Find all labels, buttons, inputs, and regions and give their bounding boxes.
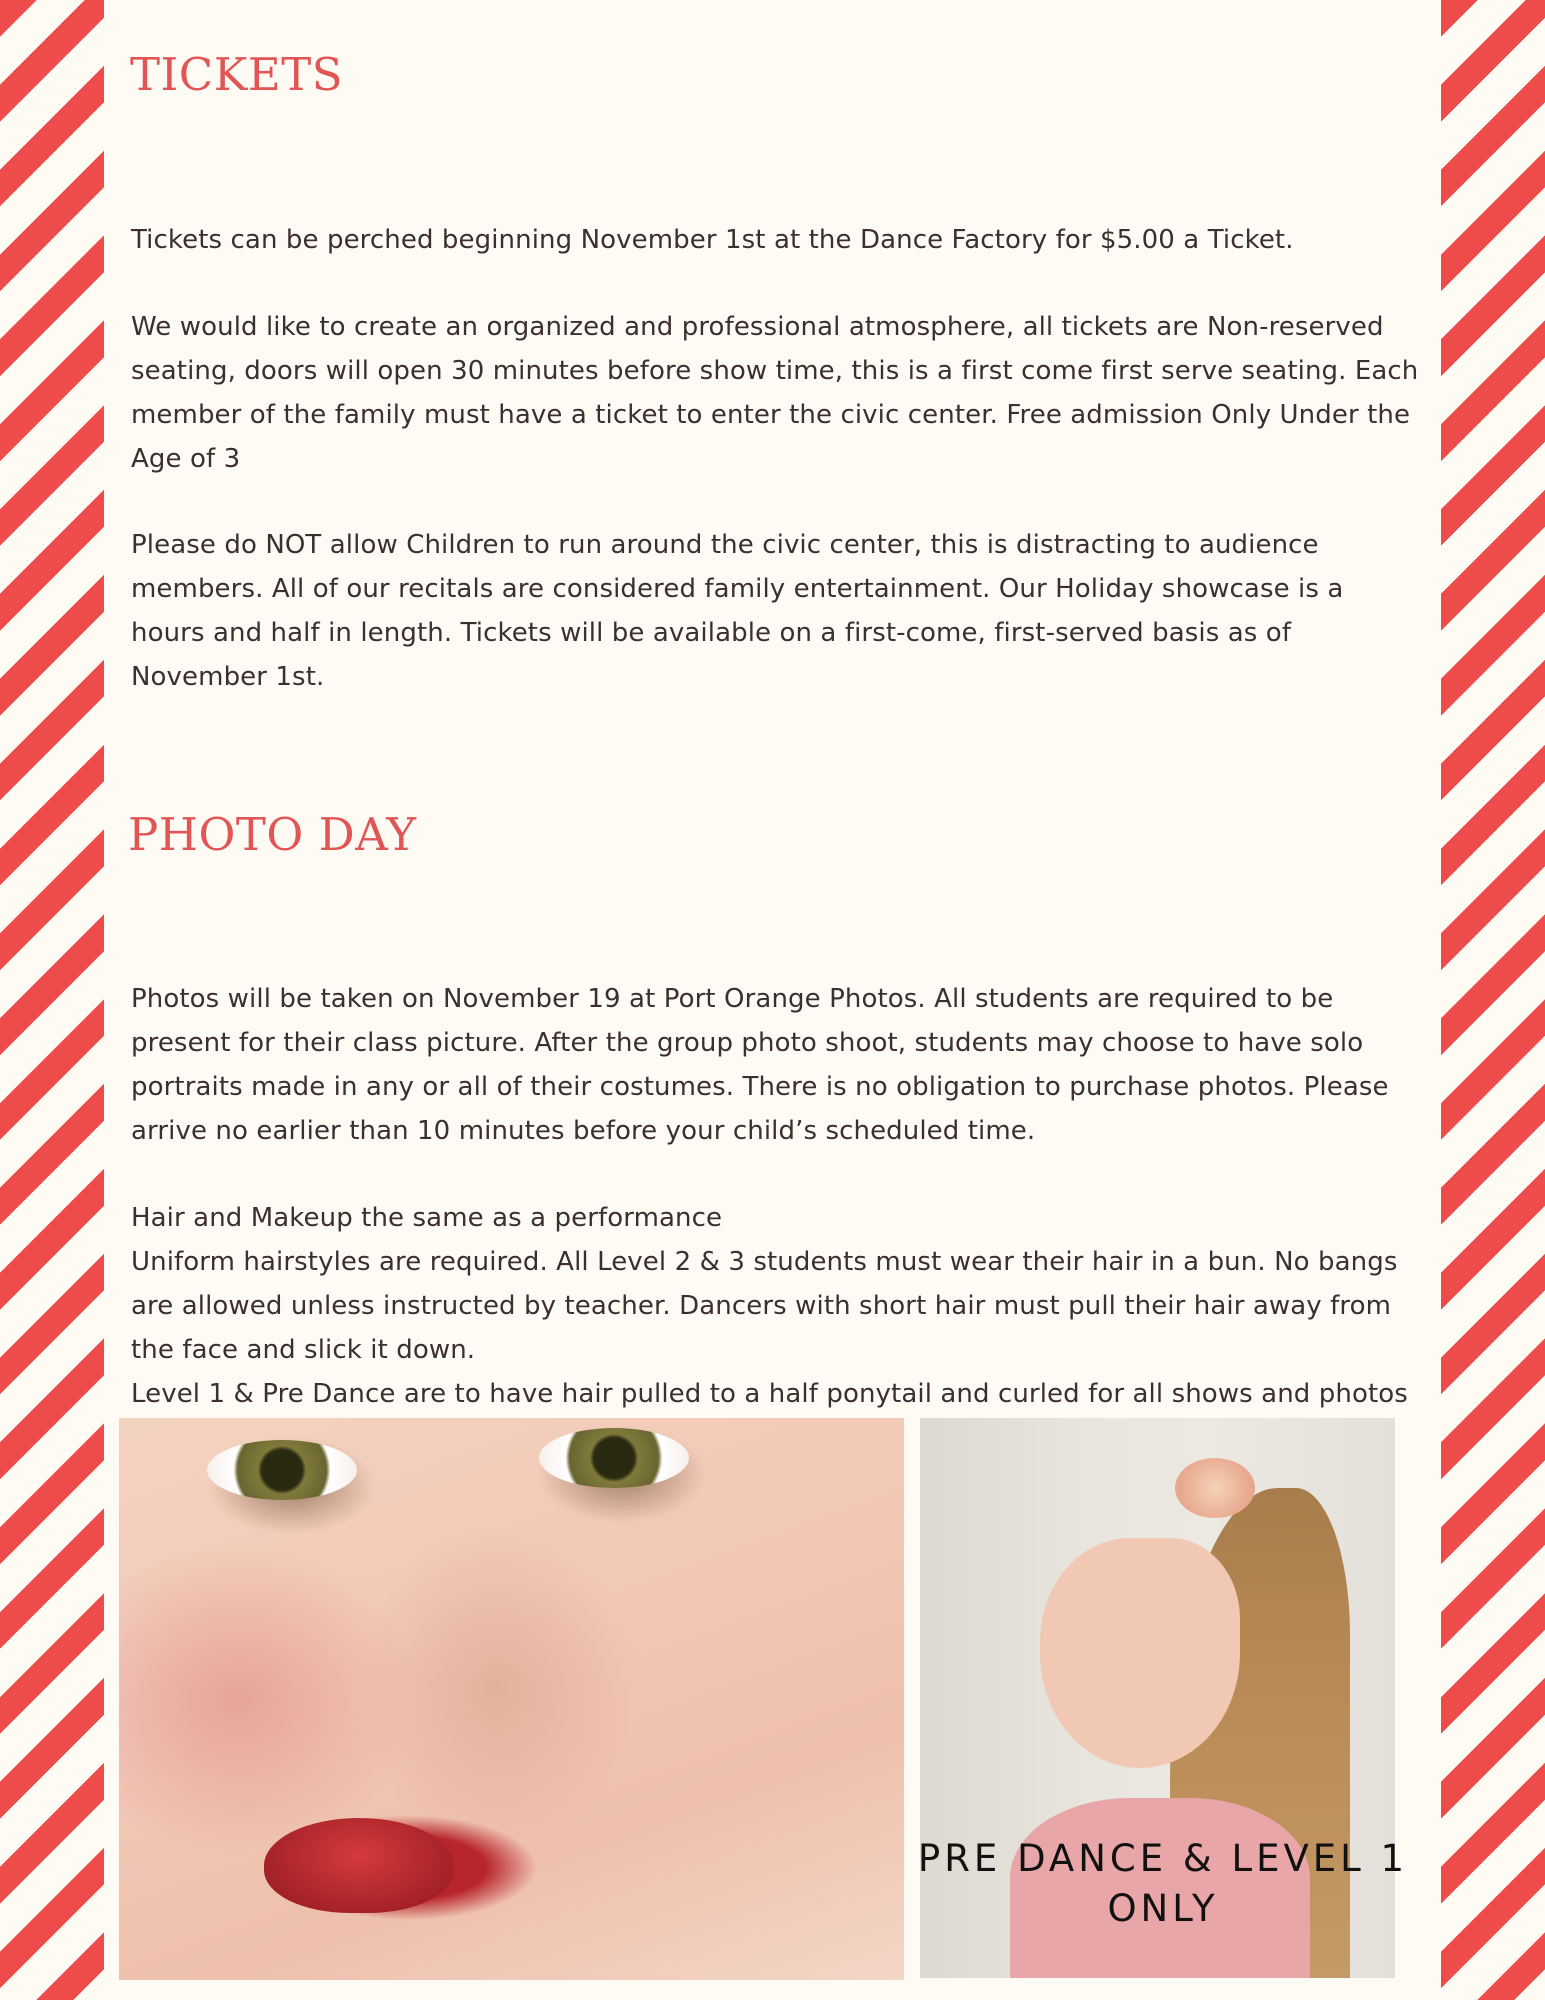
hair-flower-shape <box>1175 1458 1255 1518</box>
face-profile-shape <box>1040 1538 1240 1768</box>
photo-day-hair-makeup-block <box>131 1196 1421 1416</box>
photo-day-paragraph-schedule: Photos will be taken on November 19 at Port Orange Photos. All students are required to be present for their class picture. After the group photo shoot, students may choose to have solo portraits made in any or all of their costumes. There is no obligation to purchase photos. Please arrive no earlier than 10 minutes before your child’s scheduled time. <box>131 984 1389 1146</box>
uniform-hairstyles-line: Uniform hairstyles are required. All Level 2 & 3 students must wear their hair in a bun. No bangs are allowed unless instructed by teacher. Dancers with short hair must pull their hair away from the face and slick it down. <box>131 1247 1398 1365</box>
right-candy-stripe-border <box>1441 0 1545 2000</box>
makeup-closeup-photo <box>119 1418 904 1980</box>
tickets-paragraph-conduct: Please do NOT allow Children to run around the civic center, this is distracting to audience members. All of our recitals are considered family entertainment. Our Holiday showcase is a hours and half in length. Tickets will be available on a first-come, first-served basis as of November 1st. <box>131 530 1344 692</box>
left-eye-shape <box>207 1440 357 1500</box>
level-1-pre-dance-hair-line: Level 1 & Pre Dance are to have hair pulled to a half ponytail and curled for all shows and photos <box>131 1379 1408 1409</box>
tickets-paragraph-seating: We would like to create an organized and professional atmosphere, all tickets are Non-reserved seating, doors will open 30 minutes before show time, this is a first come first serve seating. Each member of the family must have a ticket to enter the civic center. Free admission Only Under the Age of 3 <box>131 312 1419 474</box>
red-lips-shape <box>264 1818 454 1913</box>
photo-day-heading: PHOTO DAY <box>128 808 417 861</box>
right-eye-shape <box>539 1428 689 1488</box>
left-candy-stripe-border <box>0 0 104 2000</box>
tickets-paragraph-purchase: Tickets can be perched beginning November 1st at the Dance Factory for $5.00 a Ticket. <box>131 225 1294 255</box>
hair-photo-caption: PRE DANCE & LEVEL 1 ONLY <box>917 1837 1409 1930</box>
hair-makeup-line: Hair and Makeup the same as a performance <box>131 1203 723 1233</box>
tickets-heading: TICKETS <box>130 48 344 101</box>
